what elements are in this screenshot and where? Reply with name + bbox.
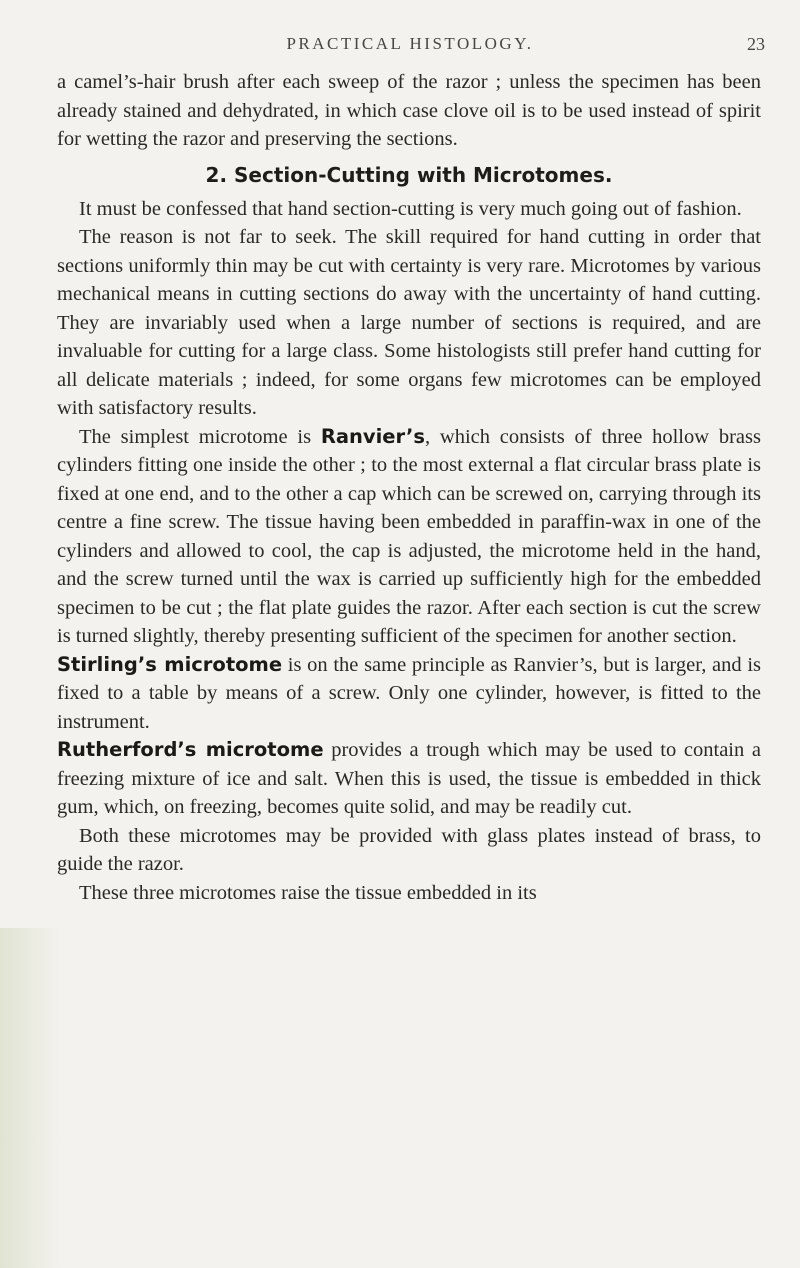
page-number: 23	[747, 34, 765, 54]
paragraph-ranvier	[57, 423, 761, 651]
paragraph-reason: The reason is not far to seek. The skill required for hand cutting in order that sections uniformly thin may be cut with certainty is very rare. Microtomes by various mechanical means in cutting sections do away with the uncertainty of hand cutting. They are invariably used when a large number of sections is required, and are invaluable for cutting for a large class. Some histologists still prefer hand cutting for all delicate materials ; indeed, for some organs few microtomes can be employed with satisfactory results.	[57, 226, 761, 419]
paragraph-rutherford	[57, 736, 761, 822]
stirling-name: Stirling’s microtome	[57, 652, 283, 676]
paragraph-glass-plates: Both these microtomes may be provided with glass plates instead of brass, to guide the razor.	[57, 824, 761, 875]
paragraph-stirling	[57, 651, 761, 737]
paragraph-stirling-body: is on the same principle as Ranvier’s, but is larger, and is fixed to a table by means of a screw. Only one cylinder, however, is fitted to the instrument.	[57, 653, 761, 733]
running-head	[55, 34, 765, 58]
running-title: PRACTICAL HISTOLOGY.	[286, 34, 534, 53]
paragraph-final: These three microtomes raise the tissue embedded in its	[79, 881, 537, 904]
page-edge-shadow	[0, 928, 60, 1268]
paragraph-ranvier-lead: The simplest microtome is	[79, 425, 321, 448]
body-text	[57, 68, 761, 907]
paragraph-ranvier-body: , which consists of three hollow brass cylinders fitting one inside the other ; to the most external a flat circular brass plate is fixed at one end, and to the other a cap which can be screwed on, carrying through its centre a fine screw. The tissue having been embedded in paraffin-wax in one of the cylinders and allowed to cool, the cap is adjusted, the microtome held in the hand, and the screw turned until the wax is carried up sufficiently high for the embedded specimen to be cut ; the flat plate guides the razor. After each section is cut the screw is turned slightly, thereby presenting sufficient of the specimen for another section.	[57, 425, 761, 647]
rutherford-name: Rutherford’s microtome	[57, 738, 324, 761]
section-heading: 2. Section-Cutting with Microtomes.	[205, 162, 613, 187]
paragraph-hand-cutting: It must be confessed that hand section-cutting is very much going out of fashion.	[79, 197, 742, 220]
ranvier-name: Ranvier’s	[320, 424, 425, 448]
opening-paragraph: a camel’s-hair brush after each sweep of the razor ; unless the specimen has been already stained and dehydrated, in which case clove oil is to be used instead of spirit for wetting the razor and preserving the sections.	[57, 71, 761, 150]
paragraph-rutherford-body: provides a trough which may be used to contain a freezing mixture of ice and salt. When this is used, the tissue is embedded in thick gum, which, on freezing, becomes quite solid, and may be readily cut.	[57, 739, 761, 818]
